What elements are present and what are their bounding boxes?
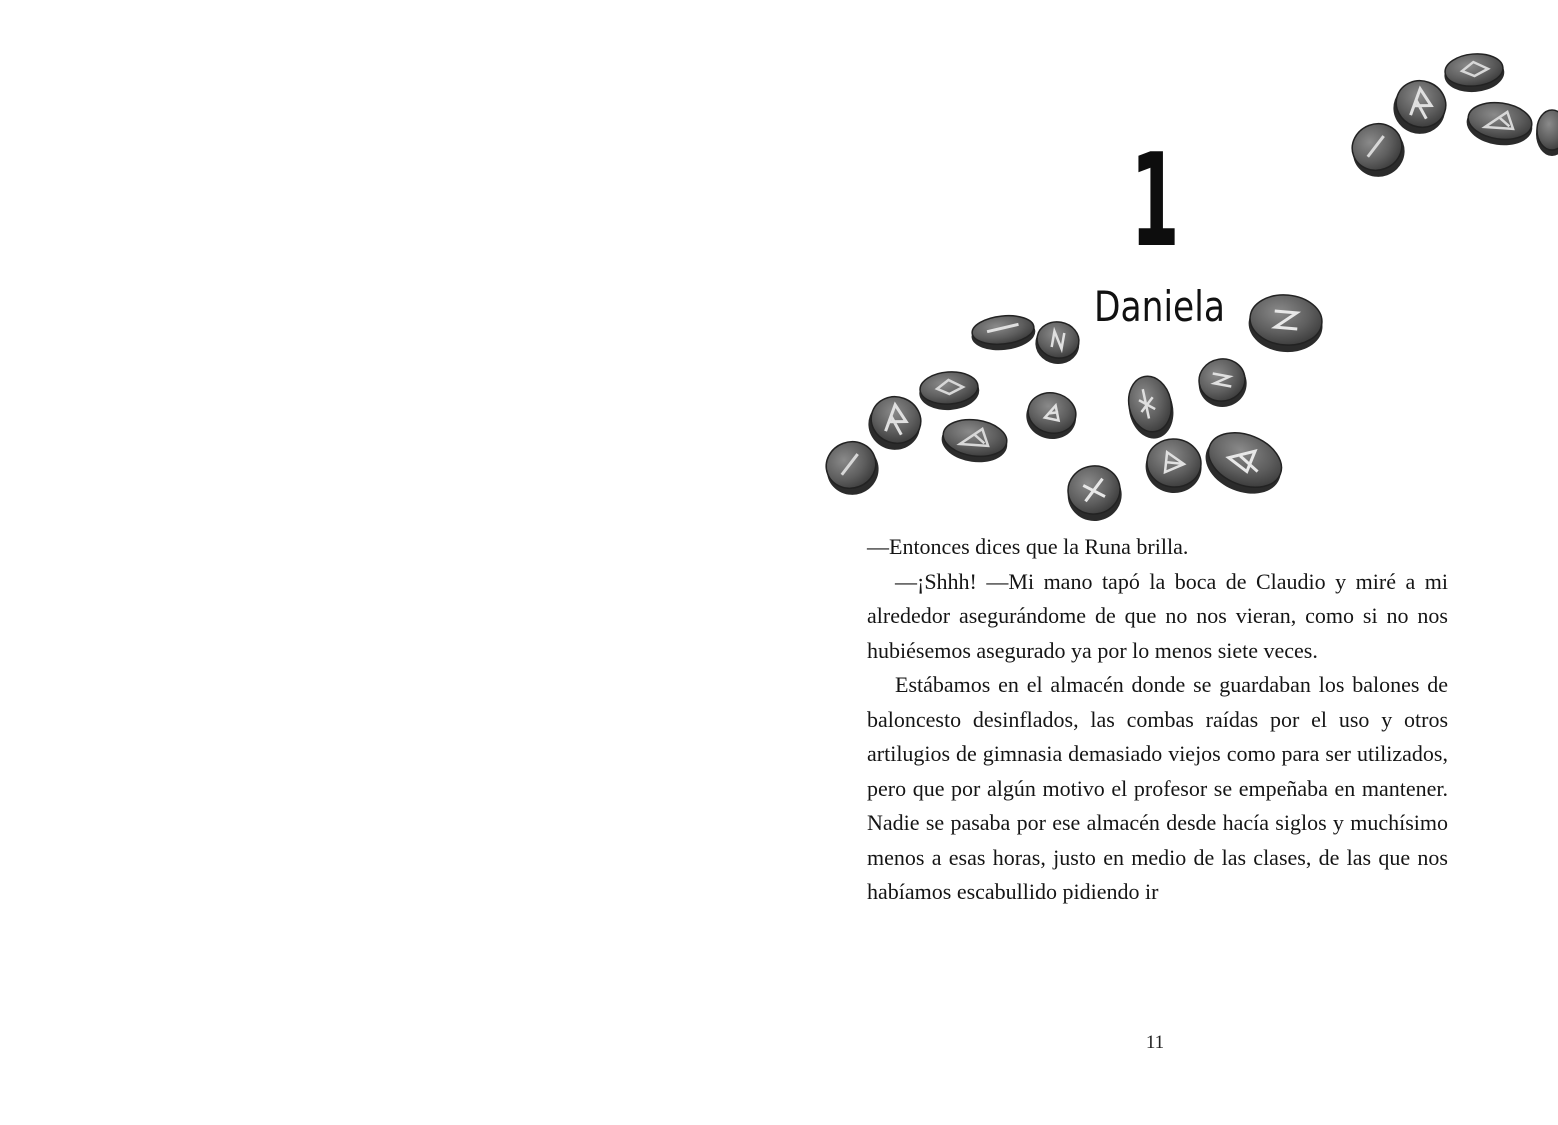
body-text: [867, 530, 1448, 910]
paragraph: —¡Shhh! —Mi mano tapó la boca de Claudio y miré a mi alrededor asegurándome de que no nos vieran, como si no nos hubiésemos asegurado ya por lo menos siete veces.: [867, 568, 1448, 663]
page-number: 11: [1145, 1032, 1165, 1053]
chapter-number: 1: [1130, 127, 1180, 276]
chapter-title: Daniela: [1094, 282, 1225, 331]
paragraph: —Entonces dices que la Runa brilla.: [867, 534, 1189, 559]
paragraph: Estábamos en el almacén donde se guardaban los balones de baloncesto desinflados, las combas raídas por el uso y otros artilugios de gimnasia demasiado viejos como para ser utilizados, pero que por algún motivo el profesor se empeñaba en mantener. Nadie se pasaba por ese almacén desde hacía siglos y muchísimo menos a esas horas, justo en medio de las clases, de las que nos habíamos escabullido pidiendo ir: [867, 672, 1448, 904]
